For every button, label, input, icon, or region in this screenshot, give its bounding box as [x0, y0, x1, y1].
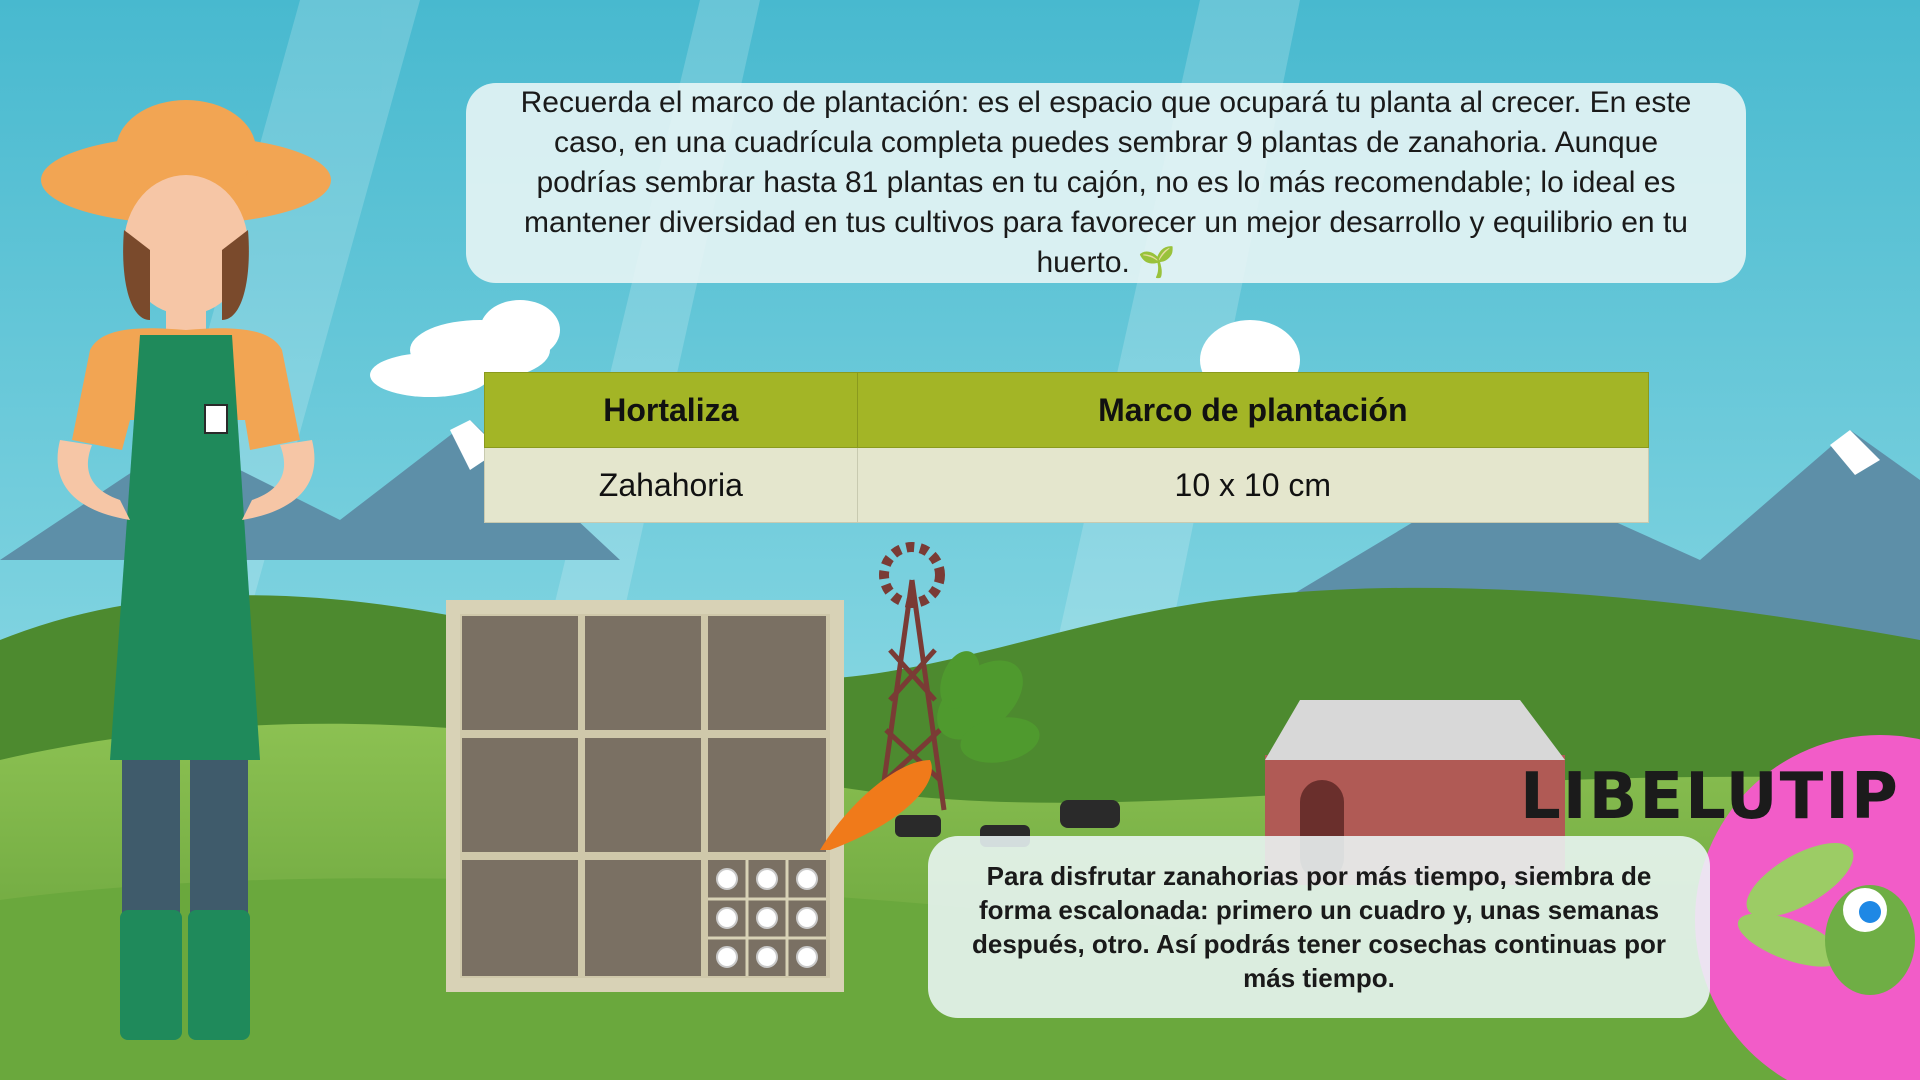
table-header-marco: Marco de plantación — [857, 373, 1648, 448]
table-header-hortaliza: Hortaliza — [485, 373, 858, 448]
intro-text-panel — [466, 83, 1746, 283]
garden-box-grid — [446, 600, 844, 992]
brand-label: LIBELUTIP — [1520, 760, 1900, 834]
planting-frame-table — [484, 372, 1649, 523]
table-cell-spacing: 10 x 10 cm — [857, 448, 1648, 523]
table-header-row — [485, 373, 1649, 448]
table-cell-vegetable: Zahahoria — [485, 448, 858, 523]
tip-text: Para disfrutar zanahorias por más tiempo, siembra de forma escalonada: primero un cuadro y, unas semanas después, otro. Así podrás tener cosechas continuas por más tiempo. — [972, 861, 1666, 993]
intro-text: Recuerda el marco de plantación: es el espacio que ocupará tu planta al crecer. En este caso, en una cuadrícula completa puedes sembrar 9 plantas de zanahoria. Aunque podrías sembrar hasta 81 plantas en tu cajón, no es lo más recomendable; lo ideal es mantener diversidad en tus cultivos para favorecer un mejor desarrollo y equilibrio en tu huerto. 🌱 — [520, 86, 1692, 279]
table-row — [485, 448, 1649, 523]
tip-text-panel — [928, 836, 1710, 1018]
